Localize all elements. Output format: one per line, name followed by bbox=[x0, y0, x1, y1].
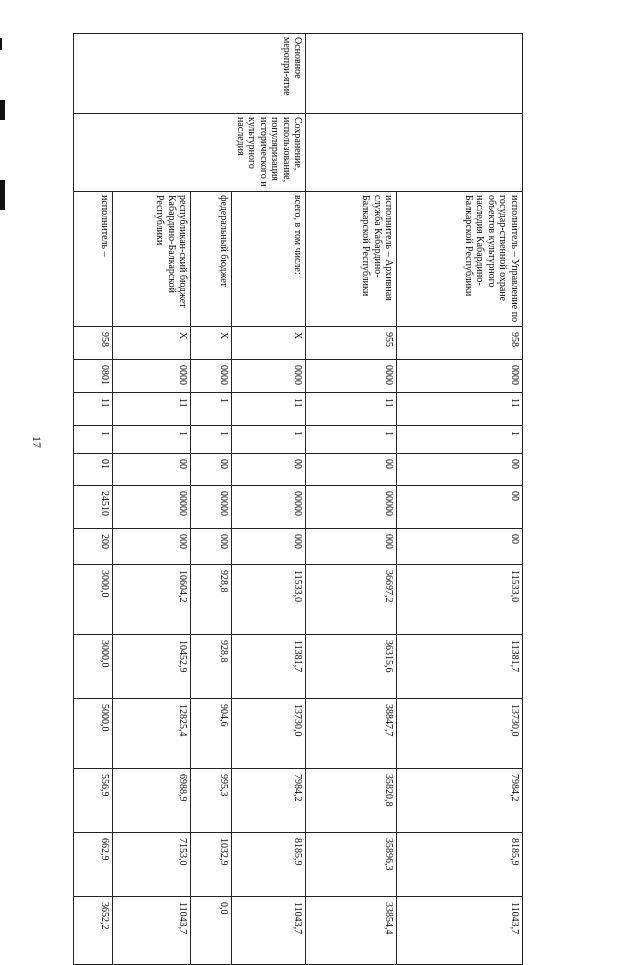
left-edge-mark bbox=[0, 100, 5, 120]
table-cell-v1: 3000,0 bbox=[74, 565, 113, 635]
table-cell-v2: 3000,0 bbox=[74, 635, 113, 699]
table-cell-col3: республикан-ский бюджет Кабардино-Балкарской Республики bbox=[112, 192, 191, 327]
table-cell-vr: 200 bbox=[74, 529, 113, 565]
table-cell-grbs: X bbox=[112, 327, 191, 360]
table-cell-v2: 928,8 bbox=[191, 635, 231, 699]
table-cell-v4: 556,9 bbox=[74, 769, 113, 833]
table-cell-col2 bbox=[191, 114, 231, 192]
table-cell-col1 bbox=[112, 34, 191, 114]
table-cell-v4: 35820,8 bbox=[306, 769, 397, 833]
table-cell-dir: 24510 bbox=[74, 486, 113, 529]
table-cell-col1 bbox=[74, 34, 113, 114]
table-cell-v5: 8185,9 bbox=[397, 833, 523, 897]
table-cell-col3: федеральный бюджет bbox=[191, 192, 231, 327]
table-cell-rz: 0000 bbox=[112, 360, 191, 393]
table-cell-v6: 3652,2 bbox=[74, 897, 113, 965]
table-cell-v3: 12825,4 bbox=[112, 699, 191, 769]
table-cell-v2: 10452,9 bbox=[112, 635, 191, 699]
table-cell-v3: 13730,0 bbox=[397, 699, 523, 769]
table-cell-dir: 00000 bbox=[191, 486, 231, 529]
table-cell-v5: 662,9 bbox=[74, 833, 113, 897]
table-cell-col3: исполнитель – Управление по государ-ственной охране объектов культурного наследия Кабардино-Балкарской Республики bbox=[397, 192, 523, 327]
table-cell-col2 bbox=[112, 114, 191, 192]
table-cell-dir: 00000 bbox=[231, 486, 305, 529]
table-cell-v6: 11043,7 bbox=[112, 897, 191, 965]
table-cell-v3: 13730,0 bbox=[231, 699, 305, 769]
table-cell-v4: 995,3 bbox=[191, 769, 231, 833]
table-cell-v3: 904,6 bbox=[191, 699, 231, 769]
table-cell-rz: 0000 bbox=[191, 360, 231, 393]
table-cell-vr: 000 bbox=[306, 529, 397, 565]
table-cell-prog: 11 bbox=[74, 393, 113, 426]
table-cell-prog: 1 bbox=[191, 393, 231, 426]
table-row bbox=[397, 34, 523, 965]
table-cell-prog: 11 bbox=[306, 393, 397, 426]
table-cell-dir: 00000 bbox=[306, 486, 397, 529]
table-cell-col1 bbox=[397, 34, 523, 114]
table-cell-col1 bbox=[191, 34, 231, 114]
table-cell-v1: 11533,0 bbox=[231, 565, 305, 635]
table-cell-v6: 11043,7 bbox=[231, 897, 305, 965]
table-row bbox=[306, 34, 397, 965]
table-cell-vr: 000 bbox=[231, 529, 305, 565]
table-cell-col2: Сохранение, использование, популяризация исторического и культурного наследия bbox=[231, 114, 305, 192]
table-cell-v3: 38847,7 bbox=[306, 699, 397, 769]
table-cell-v1: 36697,2 bbox=[306, 565, 397, 635]
table-cell-rz: 0000 bbox=[306, 360, 397, 393]
table-cell-v4: 7984,2 bbox=[231, 769, 305, 833]
table-cell-v5: 7153,0 bbox=[112, 833, 191, 897]
table-cell-main: 00 bbox=[231, 454, 305, 486]
table-row bbox=[231, 34, 305, 965]
table-cell-sub: 1 bbox=[112, 426, 191, 454]
table-cell-v5: 35896,3 bbox=[306, 833, 397, 897]
table-cell-rz: 0000 bbox=[397, 360, 523, 393]
table-cell-dir: 00000 bbox=[112, 486, 191, 529]
table-row bbox=[191, 34, 231, 965]
table-row bbox=[112, 34, 191, 965]
left-edge-mark bbox=[0, 38, 2, 50]
budget-table bbox=[73, 33, 523, 965]
table-cell-v1: 928,8 bbox=[191, 565, 231, 635]
table-cell-v6: 11043,7 bbox=[397, 897, 523, 965]
table-cell-v3: 5000,0 bbox=[74, 699, 113, 769]
table-cell-rz: 0801 bbox=[74, 360, 113, 393]
table-cell-sub: 1 bbox=[74, 426, 113, 454]
table-cell-col2 bbox=[306, 114, 397, 192]
table-cell-v1: 11533,0 bbox=[397, 565, 523, 635]
table-cell-grbs: 958 bbox=[74, 327, 113, 360]
table-cell-v2: 11381,7 bbox=[397, 635, 523, 699]
table-cell-vr: 000 bbox=[112, 529, 191, 565]
table-cell-v4: 7984,2 bbox=[397, 769, 523, 833]
table-cell-vr: 00 bbox=[397, 529, 523, 565]
table-cell-v2: 36315,6 bbox=[306, 635, 397, 699]
table-cell-rz: 0000 bbox=[231, 360, 305, 393]
table-cell-prog: 11 bbox=[231, 393, 305, 426]
table-cell-main: 00 bbox=[397, 454, 523, 486]
table-cell-grbs: X bbox=[191, 327, 231, 360]
table-cell-sub: 1 bbox=[397, 426, 523, 454]
table-cell-v5: 1032,9 bbox=[191, 833, 231, 897]
table-row bbox=[74, 34, 113, 965]
table-container bbox=[73, 33, 523, 935]
table-cell-col2 bbox=[74, 114, 113, 192]
table-cell-v6: 0,0 bbox=[191, 897, 231, 965]
table-cell-main: 01 bbox=[74, 454, 113, 486]
table-cell-v6: 33854,4 bbox=[306, 897, 397, 965]
table-cell-prog: 11 bbox=[112, 393, 191, 426]
table-cell-col2 bbox=[397, 114, 523, 192]
table-cell-sub: 1 bbox=[191, 426, 231, 454]
table-cell-col3: исполнитель – Архивная служба Кабардино-Балкарской Республики bbox=[306, 192, 397, 327]
table-cell-grbs: 955 bbox=[306, 327, 397, 360]
table-cell-main: 00 bbox=[306, 454, 397, 486]
table-cell-col3: всего, в том числе: bbox=[231, 192, 305, 327]
table-cell-v2: 11381,7 bbox=[231, 635, 305, 699]
table-cell-main: 00 bbox=[112, 454, 191, 486]
table-cell-main: 00 bbox=[191, 454, 231, 486]
left-edge-mark bbox=[0, 180, 5, 210]
page-number: 17 bbox=[30, 436, 44, 448]
table-cell-v1: 10604,2 bbox=[112, 565, 191, 635]
table-cell-sub: 1 bbox=[306, 426, 397, 454]
table-cell-col1 bbox=[306, 34, 397, 114]
table-cell-col1: Основное меропри-ятие bbox=[231, 34, 305, 114]
table-cell-col3: исполнитель – bbox=[74, 192, 113, 327]
table-cell-vr: 000 bbox=[191, 529, 231, 565]
table-cell-grbs: X bbox=[231, 327, 305, 360]
table-cell-sub: 1 bbox=[231, 426, 305, 454]
table-cell-v5: 8185,9 bbox=[231, 833, 305, 897]
table-cell-dir: 00 bbox=[397, 486, 523, 529]
table-cell-grbs: 958 bbox=[397, 327, 523, 360]
table-cell-prog: 11 bbox=[397, 393, 523, 426]
table-cell-v4: 6988,9 bbox=[112, 769, 191, 833]
